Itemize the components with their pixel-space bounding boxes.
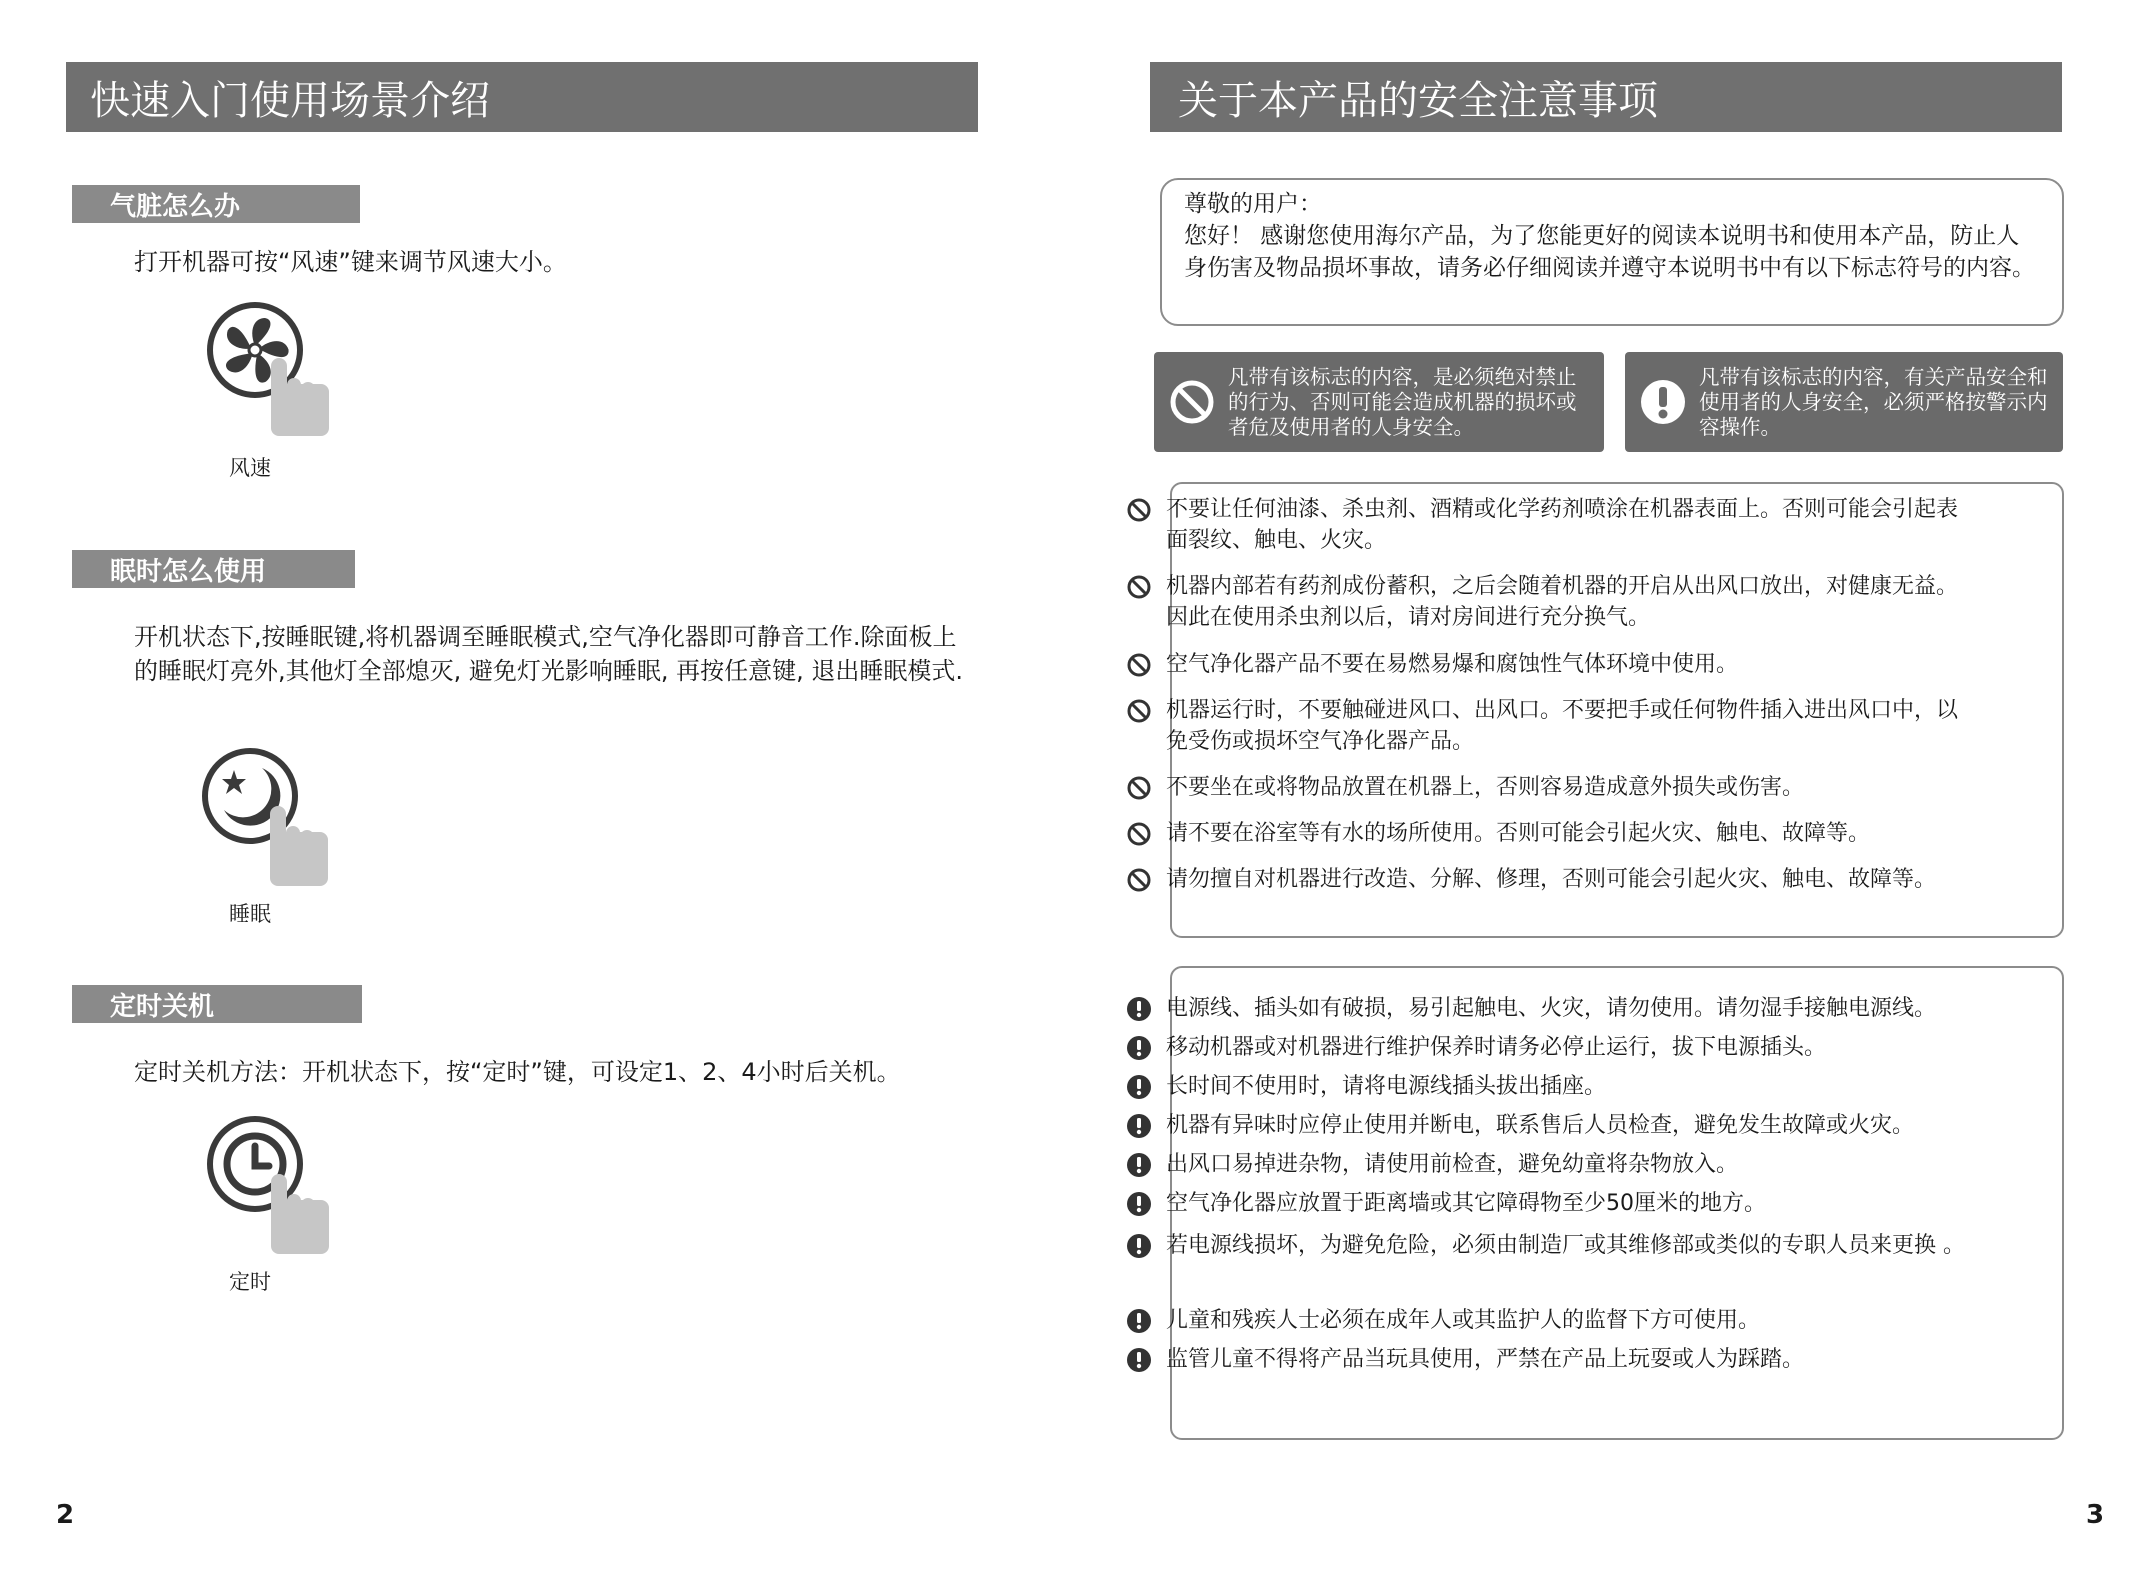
greeting-box	[1160, 178, 2064, 326]
page-number-left: 2	[56, 1500, 75, 1530]
list-item: 请勿擅自对机器进行改造、分解、修理，否则可能会引起火灾、触电、故障等。	[1166, 864, 1966, 895]
section-body-fan: 打开机器可按“风速”键来调节风速大小。	[134, 248, 567, 276]
prohibited-icon	[1126, 698, 1152, 724]
prohibited-icon	[1126, 867, 1152, 893]
list-item: 机器有异味时应停止使用并断电，联系售后人员检查，避免发生故障或火灾。	[1166, 1110, 1966, 1141]
page-number-right: 3	[2086, 1500, 2105, 1530]
exclamation-icon	[1126, 1035, 1152, 1061]
section-heading-fan: 气脏怎么办	[72, 185, 360, 223]
prohibited-icon	[1126, 775, 1152, 801]
fan-icon-caption: 风速	[229, 456, 271, 480]
section-heading-sleep: 眠时怎么使用	[72, 550, 355, 588]
prohibited-icon	[1126, 652, 1152, 678]
list-item: 空气净化器应放置于距离墙或其它障碍物至少50厘米的地方。	[1166, 1188, 1966, 1219]
list-item: 长时间不使用时，请将电源线插头拔出插座。	[1166, 1071, 1966, 1102]
list-item: 出风口易掉进杂物，请使用前检查，避免幼童将杂物放入。	[1166, 1149, 1966, 1180]
right-page-title-text: 关于本产品的安全注意事项	[1178, 77, 1658, 124]
exclamation-icon	[1126, 1191, 1152, 1217]
notice-prohibited-text: 凡带有该标志的内容，是必须绝对禁止的行为、否则可能会造成机器的损坏或者危及使用者的人身安全。	[1228, 364, 1577, 439]
list-item: 若电源线损坏，为避免危险，必须由制造厂或其维修部或类似的专职人员来更换 。	[1166, 1227, 1966, 1265]
list-item: 机器运行时，不要触碰进风口、出风口。不要把手或任何物件插入进出风口中，以免受伤或损坏空气净化器产品。	[1166, 695, 1966, 757]
list-item: 机器内部若有药剂成份蓄积，之后会随着机器的开启从出风口放出，对健康无益。因此在使用杀虫剂以后，请对房间进行充分换气。	[1166, 571, 1966, 633]
prohibited-icon	[1126, 497, 1152, 523]
list-item: 电源线、插头如有破损，易引起触电、火灾，请勿使用。请勿湿手接触电源线。	[1166, 993, 1966, 1024]
list-item: 请不要在浴室等有水的场所使用。否则可能会引起火灾、触电、故障等。	[1166, 818, 1966, 849]
exclamation-icon	[1126, 1308, 1152, 1334]
prohibited-icon	[1126, 574, 1152, 600]
list-item: 空气净化器产品不要在易燃易爆和腐蚀性气体环境中使用。	[1166, 649, 1966, 680]
left-page-title	[66, 62, 978, 132]
list-item: 移动机器或对机器进行维护保养时请务必停止运行，拔下电源插头。	[1166, 1032, 1966, 1063]
exclamation-icon	[1126, 996, 1152, 1022]
notice-prohibited	[1154, 352, 1604, 452]
notice-warning	[1625, 352, 2063, 452]
section-heading-timer: 定时关机	[72, 985, 362, 1023]
exclamation-icon	[1126, 1152, 1152, 1178]
left-page-title-text: 快速入门使用场景介绍	[90, 77, 490, 124]
greeting-salutation: 尊敬的用户：	[1184, 191, 1322, 217]
moon-star-icon-caption: 睡眠	[229, 902, 271, 926]
list-item: 监管儿童不得将产品当玩具使用，严禁在产品上玩耍或人为踩踏。	[1166, 1344, 1966, 1375]
prohibited-icon	[1126, 821, 1152, 847]
clock-icon-caption: 定时	[229, 1270, 271, 1294]
list-item: 儿童和残疾人士必须在成年人或其监护人的监督下方可使用。	[1166, 1305, 1966, 1336]
list-item: 不要让任何油漆、杀虫剂、酒精或化学药剂喷涂在机器表面上。否则可能会引起表面裂纹、触电、火灾。	[1166, 494, 1966, 556]
section-body-sleep: 开机状态下,按睡眠键,将机器调至睡眠模式,空气净化器即可静音工作.除面板上的睡眠灯亮外,其他灯全部熄灭, 避免灯光影响睡眠, 再按任意键, 退出睡眠模式.	[134, 623, 964, 685]
section-body-timer: 定时关机方法：开机状态下，按“定时”键，可设定1、2、4小时后关机。	[134, 1058, 901, 1086]
exclamation-icon	[1126, 1233, 1152, 1259]
clock-icon	[205, 1112, 335, 1257]
list-item: 不要坐在或将物品放置在机器上，否则容易造成意外损失或伤害。	[1166, 772, 1966, 803]
exclamation-icon	[1126, 1113, 1152, 1139]
exclamation-icon	[1126, 1074, 1152, 1100]
moon-star-icon	[200, 744, 330, 889]
fan-icon	[205, 298, 335, 438]
notice-warning-text: 凡带有该标志的内容，有关产品安全和使用者的人身安全，必须严格按警示内容操作。	[1699, 364, 2048, 439]
exclamation-icon	[1126, 1347, 1152, 1373]
exclamation-icon	[1639, 378, 1687, 426]
greeting-body: 您好！ 感谢您使用海尔产品，为了您能更好的阅读本说明书和使用本产品，防止人身伤害及物品损坏事故，请务必仔细阅读并遵守本说明书中有以下标志符号的内容。	[1184, 223, 2035, 281]
prohibited-icon	[1168, 378, 1216, 426]
right-page-title	[1150, 62, 2062, 132]
